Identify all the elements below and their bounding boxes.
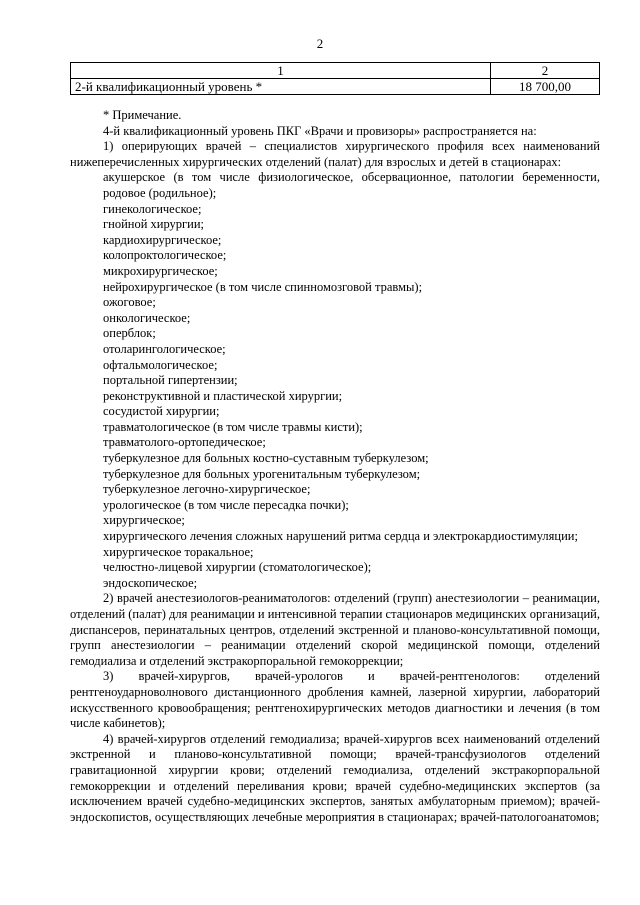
list-item: челюстно-лицевой хирургии (стоматологическое); bbox=[103, 560, 372, 575]
list-item: туберкулезное для больных костно-суставным туберкулезом; bbox=[103, 451, 429, 466]
list-item: колопроктологическое; bbox=[103, 248, 227, 263]
salary-value-cell: 18 700,00 bbox=[491, 79, 600, 95]
list-item: урологическое (в том числе пересадка почки); bbox=[103, 497, 349, 512]
point-3: 3) врачей-хирургов, врачей-урологов и врачей-рентгенологов: отделений рентгеноударноволнового дистанционного дробления камней, лазерной хирургии, лабораторий искусственного кровообращения; рентгенохирургических методов диагностики и лечения (в том числе кабинетов); bbox=[70, 669, 600, 731]
list-item: портальной гипертензии; bbox=[103, 373, 238, 388]
list-item: туберкулезное легочно-хирургическое; bbox=[103, 482, 311, 497]
list-item: гинекологическое; bbox=[103, 201, 202, 216]
list-item: офтальмологическое; bbox=[103, 357, 218, 372]
list-item: травматолого-ортопедическое; bbox=[103, 435, 266, 450]
list-item: оперблок; bbox=[103, 326, 156, 341]
table-header-row bbox=[71, 63, 600, 79]
list-item: реконструктивной и пластической хирургии; bbox=[103, 388, 343, 403]
list-item: туберкулезное для больных урогенитальным туберкулезом; bbox=[103, 466, 421, 481]
list-item: кардиохирургическое; bbox=[103, 232, 222, 247]
page-number: 2 bbox=[316, 36, 324, 51]
note-intro: 4-й квалификационный уровень ПКГ «Врачи и провизоры» распространяется на: bbox=[103, 123, 537, 138]
list-item: отоларингологическое; bbox=[103, 341, 226, 356]
table-row bbox=[71, 79, 600, 95]
list-item: онкологическое; bbox=[103, 310, 191, 325]
qualification-level-cell: 2-й квалификационный уровень * bbox=[71, 79, 491, 95]
table-header-cell-1: 1 bbox=[71, 63, 491, 79]
salary-table bbox=[70, 62, 600, 95]
list-item: ожоговое; bbox=[103, 295, 156, 310]
point-1: 1) оперирующих врачей – специалистов хирургического профиля всех наименований нижеперечисленных хирургических отделений (палат) для взрослых и детей в стационарах: bbox=[70, 139, 600, 169]
list-item: акушерское (в том числе физиологическое, обсервационное, патологии беременности, родовое (родильное); bbox=[103, 170, 600, 200]
point-4: 4) врачей-хирургов отделений гемодиализа; врачей-хирургов всех наименований отделений экстренной и планово-консультативной помощи; врачей-трансфузиологов отделений гравитационной хирургии крови; отделений гемодиализа, отделений экстракорпоральной гемокоррекции и отделений переливания крови; врачей судебно-медицинских экспертов (за исключением врачей судебно-медицинских экспертов, занятых амбулаторным приемом); врачей-эндоскопистов, осуществляющих лечебные мероприятия в стационарах; врачей-патологоанатомов; bbox=[70, 731, 600, 824]
list-item: эндоскопическое; bbox=[103, 575, 198, 590]
list-item: гнойной хирургии; bbox=[103, 217, 205, 232]
note-body bbox=[70, 108, 600, 825]
list-item: травматологическое (в том числе травмы кисти); bbox=[103, 419, 363, 434]
list-item: хирургическое; bbox=[103, 513, 185, 528]
table-header-cell-2: 2 bbox=[491, 63, 600, 79]
list-item: хирургического лечения сложных нарушений ритма сердца и электрокардиостимуляции; bbox=[103, 529, 578, 544]
note-title: * Примечание. bbox=[103, 108, 182, 122]
list-item: хирургическое торакальное; bbox=[103, 544, 254, 559]
list-item: сосудистой хирургии; bbox=[103, 404, 220, 419]
department-list bbox=[70, 170, 600, 591]
list-item: нейрохирургическое (в том числе спинномозговой травмы); bbox=[103, 279, 423, 294]
point-2: 2) врачей анестезиологов-реаниматологов: отделений (групп) анестезиологии – реанимации, отделений (палат) для реанимации и интенсивной терапии стационаров медицинских организаций, диспансеров, перинатальных центров, отделений экстренной и планово-консультативной помощи, групп анестезиологии – реанимации отделений скорой медицинской помощи, отделений гемодиализа и отделений экстракорпоральной гемокоррекции; bbox=[70, 591, 600, 668]
list-item: микрохирургическое; bbox=[103, 263, 218, 278]
